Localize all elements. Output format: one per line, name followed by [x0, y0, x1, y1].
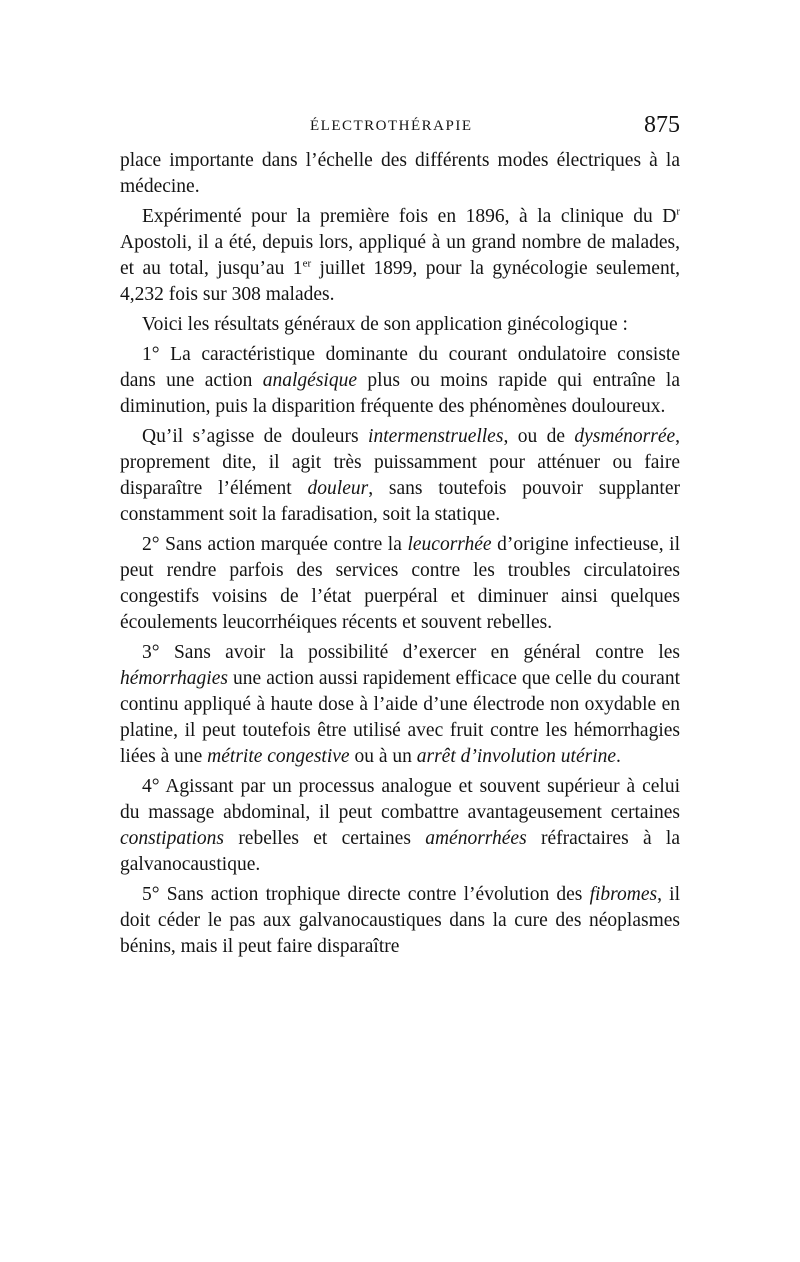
italic-text: aménorrhées [425, 828, 527, 849]
text-run: 5° Sans action trophique directe contre l’évolution des [142, 884, 590, 905]
page-header [120, 112, 680, 142]
text-run: juillet 1899, pour la gynécologie seulement, 4,232 fois sur 308 malades. [120, 258, 680, 305]
text-run: Voici les résultats généraux de son application ginécologique : [142, 314, 628, 335]
text-run: . [616, 746, 621, 767]
text-run: 3° Sans avoir la possibilité d’exercer en général contre les [142, 642, 680, 663]
italic-text: analgésique [262, 370, 357, 391]
paragraph [120, 532, 680, 636]
paragraph [120, 204, 680, 308]
text-run: une action aussi rapidement efficace que celle du courant continu appliqué à haute dose à l’aide d’une électrode non oxydable en platine, il peut toutefois être utilisé avec fruit contre les hémorrhagies liées à une [120, 668, 680, 767]
italic-text: métrite congestive [207, 746, 350, 767]
paragraph [120, 424, 680, 528]
text-run: plus ou moins rapide qui entraîne la diminution, puis la disparition fréquente des phénomènes douloureux. [120, 370, 681, 417]
page-number: 875 [644, 112, 680, 138]
italic-text: constipations [120, 828, 225, 849]
text-run: rebelles et certaines [224, 828, 426, 849]
text-run: réfractaires à la galvanocaustique. [120, 828, 680, 875]
text-run: d’origine infectieuse, il peut rendre parfois des services contre les troubles circulatoires congestifs voisins de l’état puerpéral et diminuer ainsi quelques écoulements leucorrhéiques récents et souvent rebelles. [120, 534, 680, 633]
text-run: place importante dans l’échelle des différents modes électriques à la médecine. [120, 150, 680, 197]
text-run: 4° Agissant par un processus analogue et souvent supérieur à celui du massage abdominal, il peut combattre avantageusement certaines [120, 776, 680, 823]
italic-text: leucorrhée [407, 534, 492, 555]
italic-text: intermenstruelles [368, 426, 504, 447]
italic-text: hémorrhagies [120, 668, 228, 689]
text-run: 2° Sans action marquée contre la [142, 534, 408, 555]
paragraph [120, 342, 680, 420]
text-run: Expérimenté pour la première fois en 1896, à la clinique du D [142, 206, 677, 227]
text-run: , il doit céder le pas aux galvanocaustiques dans la cure des néoplasmes bénins, mais il peut faire disparaître [120, 884, 680, 957]
body-text [120, 148, 680, 964]
running-title: ÉLECTROTHÉRAPIE [310, 118, 473, 134]
text-run: Apostoli, il a été, depuis lors, appliqué à un grand nombre de malades, et au total, jusqu’au 1 [120, 232, 680, 279]
text-run: , ou de [503, 426, 575, 447]
text-run: ou à un [349, 746, 417, 767]
italic-text: dysménorrée [574, 426, 676, 447]
paragraph [120, 312, 680, 338]
italic-text: arrêt d’involution utérine [416, 746, 617, 767]
italic-text: douleur [307, 478, 369, 499]
text-run: 1° La caractéristique dominante du courant ondulatoire consiste dans une action [120, 344, 680, 391]
paragraph [120, 774, 680, 878]
text-run: Qu’il s’agisse de douleurs [142, 426, 369, 447]
superscript-text: er [302, 257, 312, 270]
paragraph [120, 640, 680, 770]
text-run: , proprement dite, il agit très puissamment pour atténuer ou faire disparaître l’élément [120, 426, 680, 499]
italic-text: fibromes [589, 884, 658, 905]
paragraph [120, 148, 680, 200]
superscript-text: r [676, 205, 680, 218]
paragraph [120, 882, 680, 960]
text-run: , sans toutefois pouvoir supplanter constamment soit la faradisation, soit la statique. [120, 478, 680, 525]
